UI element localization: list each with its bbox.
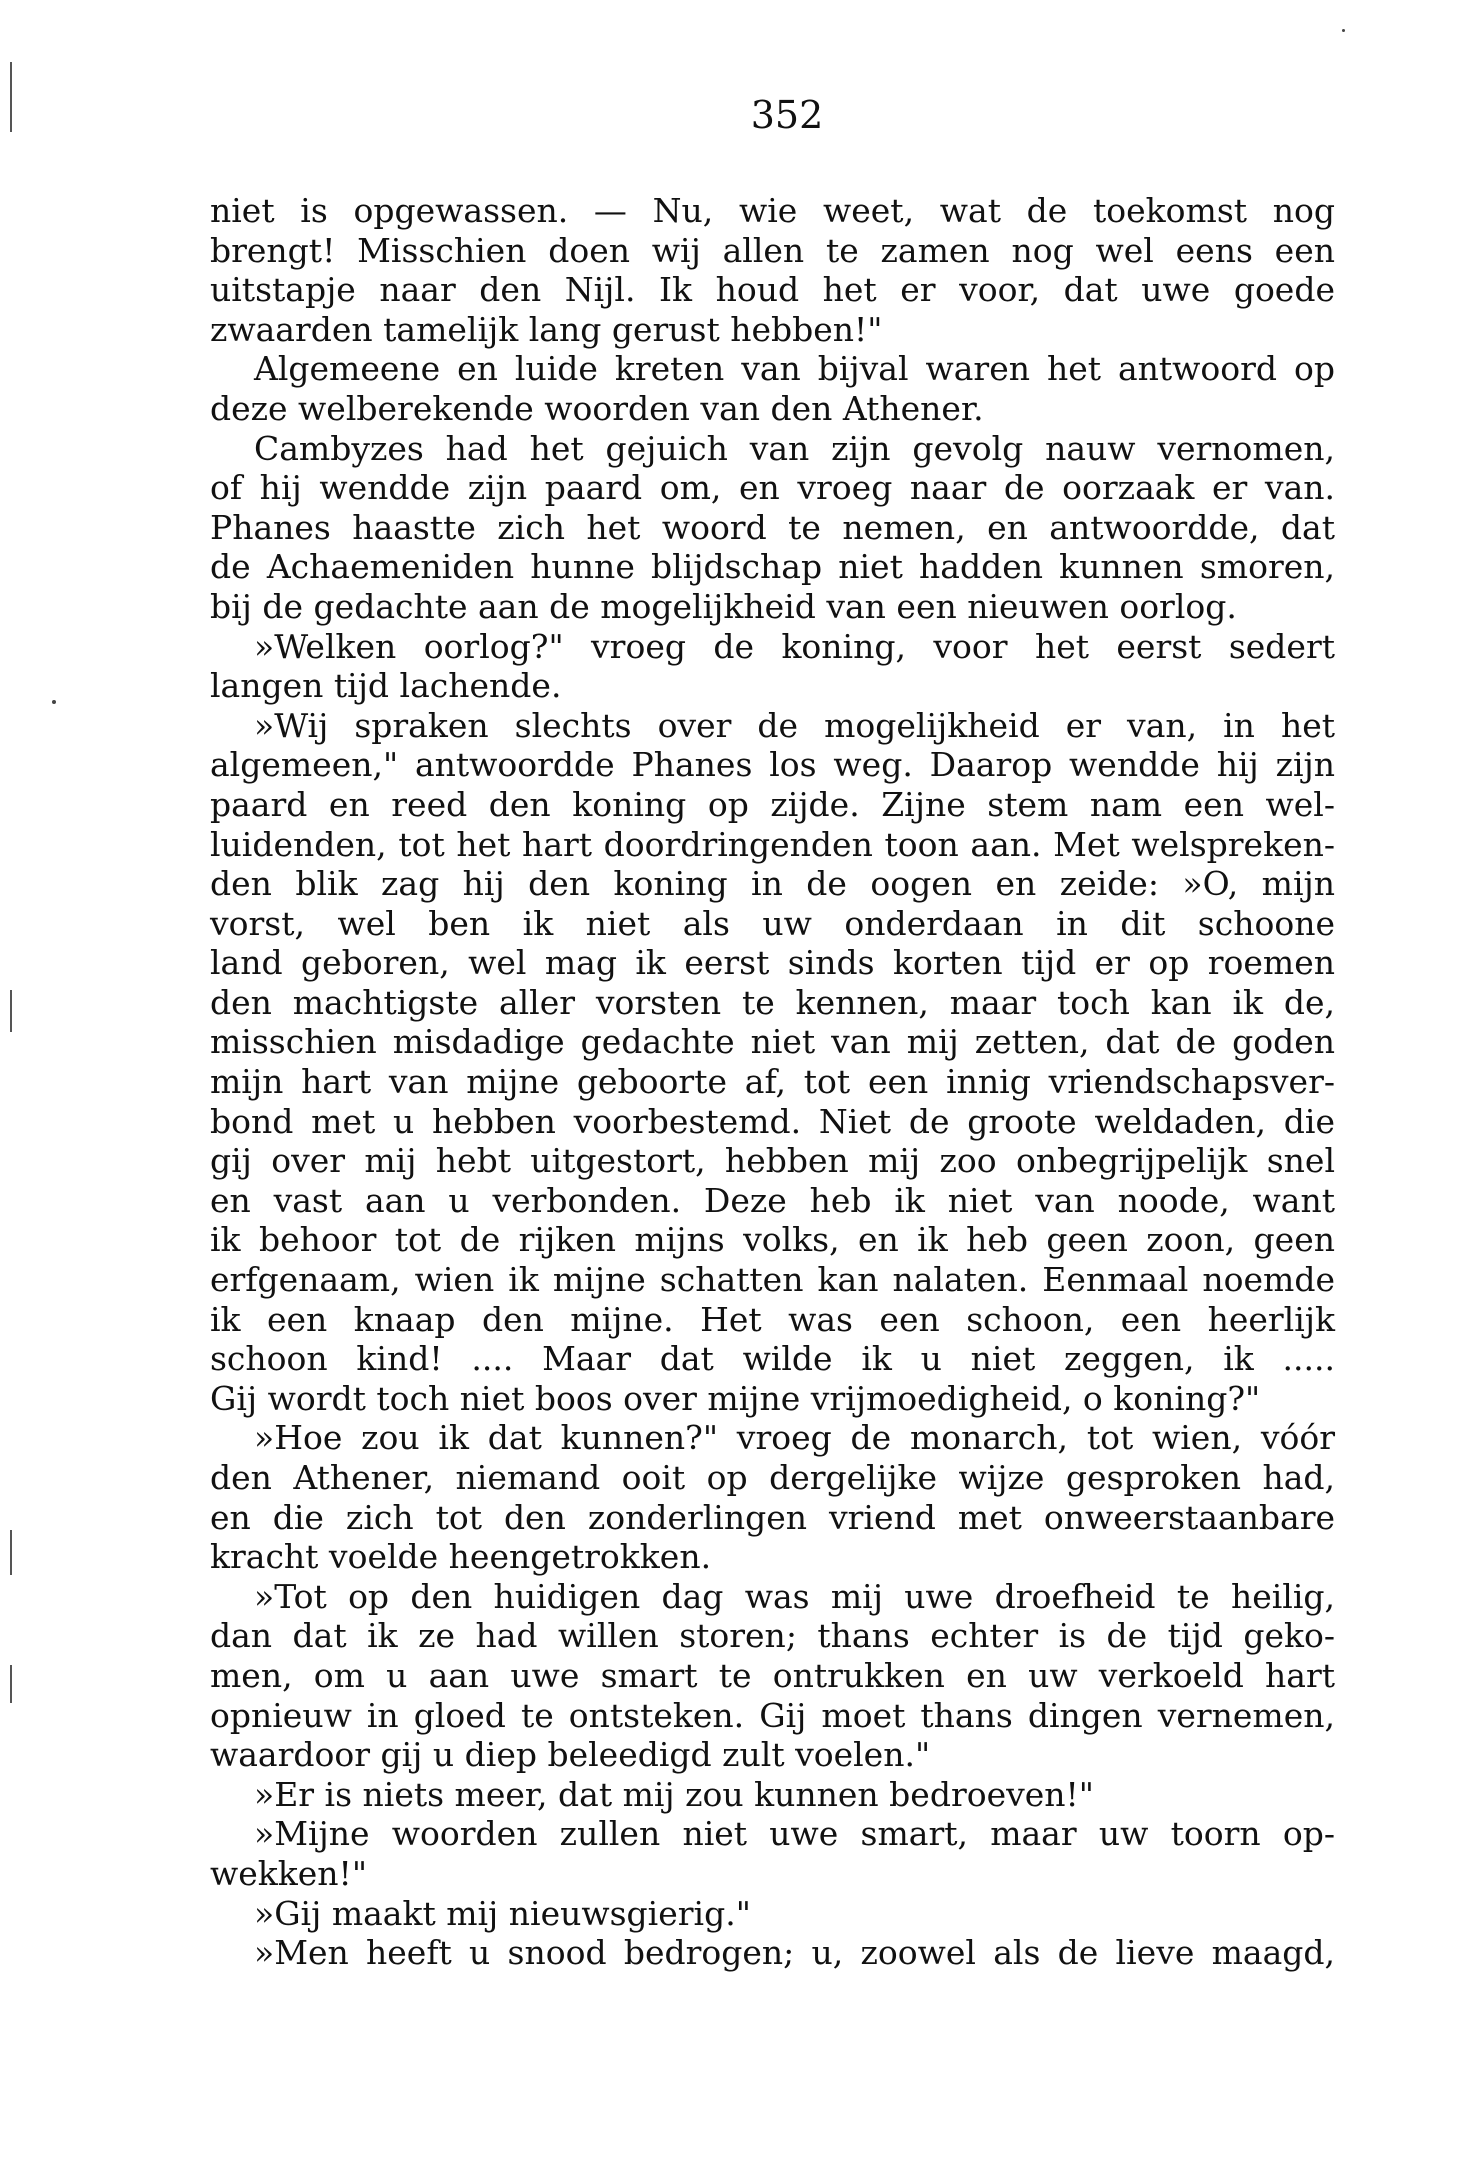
text-line: paard en reed den koning op zijde. Zijne stem nam een wel- <box>210 784 1335 824</box>
text-line: land geboren, wel mag ik eerst sinds korten tijd er op roemen <box>210 943 1335 983</box>
text-line: zwaarden tamelijk lang gerust hebben!" <box>210 309 883 349</box>
text-line: bij de gedachte aan de mogelijkheid van een nieuwen oorlog. <box>210 586 1237 626</box>
text-line: den machtigste aller vorsten te kennen, maar toch kan ik de, <box>210 982 1335 1022</box>
scan-speck <box>1342 29 1345 32</box>
text-line: niet is opgewassen. — Nu, wie weet, wat de toekomst nog <box>210 191 1335 230</box>
text-line: gij over mij hebt uitgestort, hebben mij zoo onbegrijpelijk snel <box>210 1141 1335 1181</box>
text-line: brengt! Misschien doen wij allen te zamen nog wel eens een <box>210 230 1335 270</box>
body-text <box>210 191 1335 1973</box>
text-line: ik een knaap den mijne. Het was een schoon, een heerlijk <box>210 1299 1335 1339</box>
text-line: en vast aan u verbonden. Deze heb ik niet van noode, want <box>210 1180 1335 1220</box>
text-line: dan dat ik ze had willen storen; thans echter is de tijd geko- <box>210 1616 1335 1656</box>
text-line: Cambyzes had het gejuich van zijn gevolg nauw vernomen, <box>254 428 1335 468</box>
text-line: opnieuw in gloed te ontsteken. Gij moet thans dingen vernemen, <box>210 1695 1335 1735</box>
text-line: bond met u hebben voorbestemd. Niet de groote weldaden, die <box>210 1101 1335 1141</box>
text-line: »Er is niets meer, dat mij zou kunnen bedroeven!" <box>254 1774 1094 1814</box>
text-line: ik behoor tot de rijken mijns volks, en ik heb geen zoon, geen <box>210 1220 1335 1260</box>
text-line: waardoor gij u diep beleedigd zult voelen." <box>210 1735 931 1775</box>
text-line: kracht voelde heengetrokken. <box>210 1537 712 1577</box>
text-line: Gij wordt toch niet boos over mijne vrijmoedigheid, o koning?" <box>210 1378 1261 1418</box>
text-line: »Hoe zou ik dat kunnen?" vroeg de monarch, tot wien, vóór <box>254 1418 1335 1458</box>
scan-edge-mark <box>10 1530 12 1575</box>
text-line: langen tijd lachende. <box>210 666 562 706</box>
text-line: erfgenaam, wien ik mijne schatten kan nalaten. Eenmaal noemde <box>210 1260 1335 1300</box>
text-line: de Achaemeniden hunne blijdschap niet hadden kunnen smoren, <box>210 547 1335 587</box>
text-line: deze welberekende woorden van den Athener. <box>210 388 984 428</box>
text-line: wekken!" <box>210 1853 367 1893</box>
text-line: »Tot op den huidigen dag was mij uwe droefheid te heilig, <box>254 1576 1335 1616</box>
text-line: »Wij spraken slechts over de mogelijkheid er van, in het <box>254 705 1335 745</box>
text-line: algemeen," antwoordde Phanes los weg. Daarop wendde hij zijn <box>210 745 1335 785</box>
text-line: vorst, wel ben ik niet als uw onderdaan in dit schoone <box>210 903 1335 943</box>
scan-edge-mark <box>10 62 12 132</box>
text-line: Algemeene en luide kreten van bijval waren het antwoord op <box>254 349 1335 389</box>
page-number: 352 <box>750 93 824 137</box>
text-line: Phanes haastte zich het woord te nemen, en antwoordde, dat <box>210 507 1335 547</box>
text-line: uitstapje naar den Nijl. Ik houd het er voor, dat uwe goede <box>210 270 1335 310</box>
text-line: den blik zag hij den koning in de oogen en zeide: »O, mijn <box>210 864 1335 904</box>
text-line: en die zich tot den zonderlingen vriend met onweerstaanbare <box>210 1497 1335 1537</box>
text-line: men, om u aan uwe smart te ontrukken en uw verkoeld hart <box>210 1655 1335 1695</box>
text-line: »Mijne woorden zullen niet uwe smart, maar uw toorn op- <box>254 1814 1335 1854</box>
scan-edge-mark <box>10 1665 12 1703</box>
text-line: misschien misdadige gedachte niet van mij zetten, dat de goden <box>210 1022 1335 1062</box>
text-line: schoon kind! .... Maar dat wilde ik u niet zeggen, ik ..... <box>210 1339 1335 1379</box>
text-line: »Men heeft u snood bedrogen; u, zoowel als de lieve maagd, <box>254 1933 1335 1973</box>
scan-speck <box>52 700 56 704</box>
scan-edge-mark <box>10 990 12 1032</box>
text-line: den Athener, niemand ooit op dergelijke wijze gesproken had, <box>210 1458 1335 1497</box>
text-line: »Welken oorlog?" vroeg de koning, voor het eerst sedert <box>254 626 1335 666</box>
text-line: luidenden, tot het hart doordringenden toon aan. Met welspreken- <box>210 824 1335 864</box>
text-line: »Gij maakt mij nieuwsgierig." <box>254 1893 751 1933</box>
text-line: mijn hart van mijne geboorte af, tot een innig vriendschapsver- <box>210 1062 1335 1102</box>
text-line: of hij wendde zijn paard om, en vroeg naar de oorzaak er van. <box>210 468 1335 508</box>
